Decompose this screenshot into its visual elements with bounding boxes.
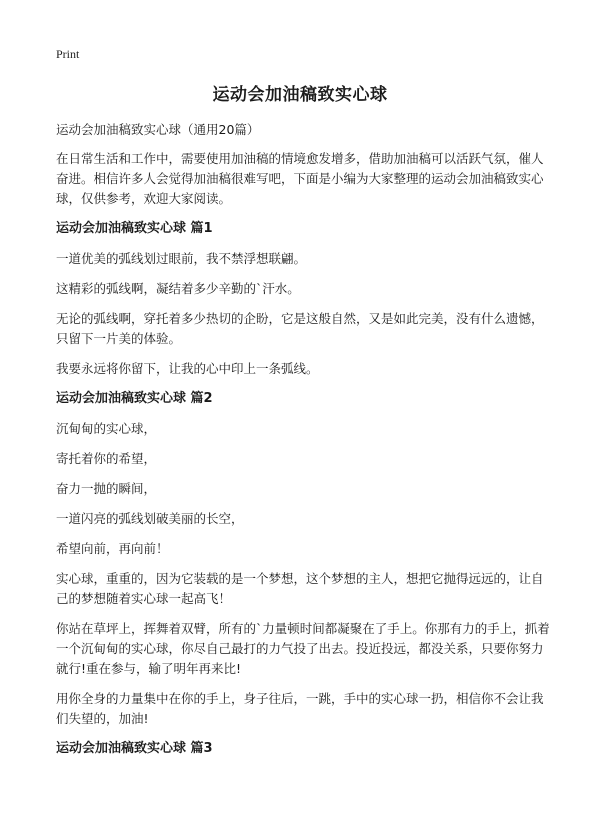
intro-paragraph: 在日常生活和工作中，需要使用加油稿的情境愈发增多，借助加油稿可以活跃气氛，催人奋进。相信许多人会觉得加油稿很难写吧，下面是小编为大家整理的运动会加油稿致实心球，仅供参考，欢迎大家阅读。 <box>56 151 544 206</box>
document-subtitle: 运动会加油稿致实心球（通用20篇） <box>56 122 260 137</box>
paragraph: 一道闪亮的弧线划破美丽的长空， <box>56 511 244 526</box>
paragraph: 奋力一抛的瞬间， <box>56 481 157 496</box>
paragraph: 一道优美的弧线划过眼前，我不禁浮想联翩。 <box>56 251 307 266</box>
paragraph: 用你全身的力量集中在你的手上，身子往后，一跳，手中的实心球一扔，相信你不会让我们失望的，加油! <box>56 691 544 726</box>
section-heading: 运动会加油稿致实心球 篇3 <box>56 741 213 756</box>
paragraph: 你站在草坪上，挥舞着双臂，所有的`力量顿时间都凝聚在了手上。你那有力的手上，抓着一个沉甸甸的实心球，你尽自己最打的力气投了出去。投近投远，都没关系，只要你努力就行!重在参与，输了明年再来比! <box>56 621 550 676</box>
paragraph: 希望向前，再向前！ <box>56 541 169 556</box>
paragraph: 无论的弧线啊，穿托着多少热切的企盼，它是这般自然，又是如此完美，没有什么遗憾，只留下一片美的体验。 <box>56 311 544 346</box>
paragraph: 这精彩的弧线啊，凝结着多少辛勤的`汗水。 <box>56 281 300 296</box>
section-heading: 运动会加油稿致实心球 篇1 <box>56 221 213 236</box>
paragraph: 我要永远将你留下，让我的心中印上一条弧线。 <box>56 361 319 376</box>
document-title: 运动会加油稿致实心球 <box>212 85 388 105</box>
document-body <box>56 120 554 769</box>
paragraph: 沉甸甸的实心球， <box>56 421 157 436</box>
section-heading: 运动会加油稿致实心球 篇2 <box>56 391 213 406</box>
print-link[interactable]: Print <box>56 47 80 61</box>
paragraph: 寄托着你的希望， <box>56 451 157 466</box>
paragraph: 实心球，重重的，因为它装载的是一个梦想，这个梦想的主人，想把它抛得远远的，让自己的梦想随着实心球一起高飞！ <box>56 571 544 606</box>
